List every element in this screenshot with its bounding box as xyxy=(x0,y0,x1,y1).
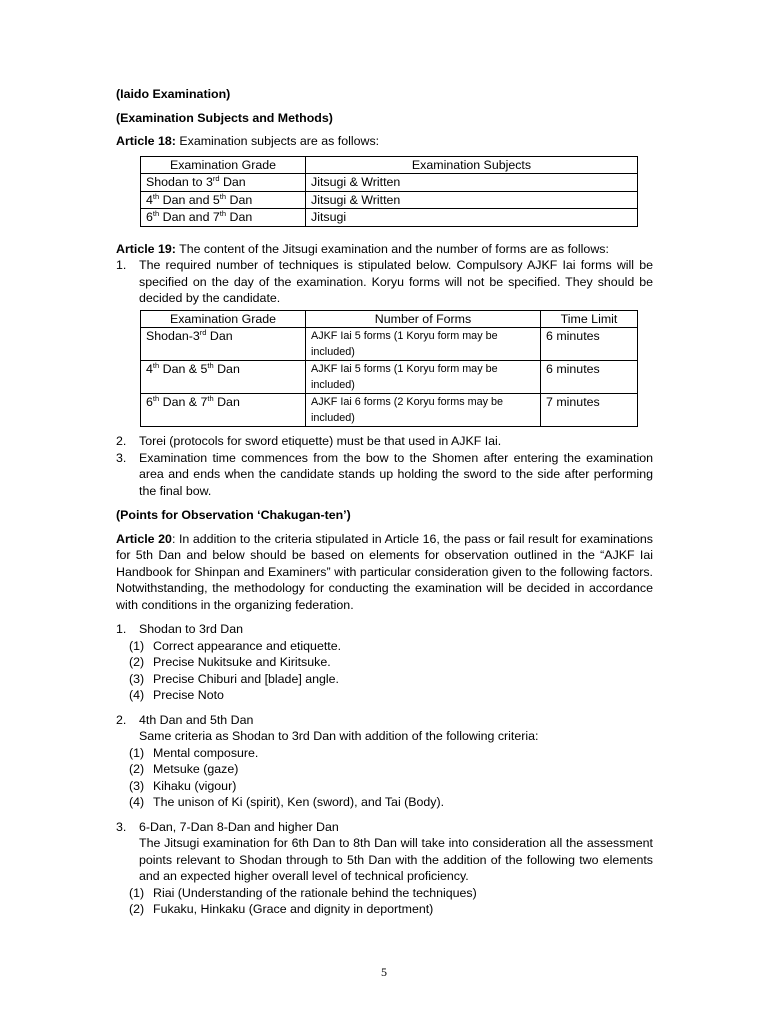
table-cell-time: 6 minutes xyxy=(541,361,638,394)
section-title xyxy=(116,819,653,836)
table-cell-forms: AJKF Iai 5 forms (1 Koryu form may be included) xyxy=(306,328,541,361)
table-header-row xyxy=(141,310,638,328)
section-2-title: 4th Dan and 5th Dan xyxy=(139,712,254,727)
page-number: 5 xyxy=(381,965,387,979)
table-header: Number of Forms xyxy=(306,310,541,328)
list-number: 1. xyxy=(116,258,127,272)
list-text: Examination time commences from the bow to the Shomen after entering the examination area and ends when the candidate stands up holding the sword to the side after performing the final bow. xyxy=(139,450,653,498)
table-row xyxy=(141,191,638,209)
subjects-table xyxy=(140,156,638,227)
table-row xyxy=(141,174,638,192)
list-item: (2) Precise Nukitsuke and Kiritsuke. xyxy=(129,655,331,669)
heading-iaido-examination: (Iaido Examination) xyxy=(116,87,231,101)
list-item xyxy=(116,257,653,307)
list-item: (2) Metsuke (gaze) xyxy=(129,762,239,776)
article-19 xyxy=(116,241,653,258)
list-number: 1. xyxy=(116,622,127,636)
table-cell-forms: AJKF Iai 5 forms (1 Koryu form may be included) xyxy=(306,361,541,394)
article-20-text: : In addition to the criteria stipulated in Article 16, the pass or fail result for examinations for 5th Dan and below should be based on elements for observation outlined in the “AJKF Iai Handbook for Shinpan and Examiners” with particular consideration given to the following factors. Notwithstanding, the methodology for conducting the examination will be decided in accordance with conditions in the organizing federation. xyxy=(116,531,653,612)
table-header: Examination Grade xyxy=(141,310,306,328)
table-row xyxy=(141,394,638,427)
table-cell-grade: 4th Dan and 5th Dan xyxy=(141,191,306,209)
list-item xyxy=(116,450,653,500)
list-item: (2) Fukaku, Hinkaku (Grace and dignity in deportment) xyxy=(129,902,434,916)
article-18-label: Article 18: xyxy=(116,134,176,148)
table-cell-time: 7 minutes xyxy=(541,394,638,427)
list-item: (1) Correct appearance and etiquette. xyxy=(129,638,342,653)
article-18 xyxy=(116,133,653,150)
table-cell-subject: Jitsugi & Written xyxy=(306,174,638,192)
forms-table xyxy=(140,310,638,428)
table-cell-grade: 6th Dan and 7th Dan xyxy=(141,209,306,227)
table-cell-grade: Shodan-3rd Dan xyxy=(141,328,306,361)
article-18-text: Examination subjects are as follows: xyxy=(175,134,380,148)
table-cell-grade: 6th Dan & 7th Dan xyxy=(141,394,306,427)
table-header-row xyxy=(141,156,638,174)
heading-points-observation: (Points for Observation ‘Chakugan-ten’) xyxy=(116,508,351,522)
table-header: Examination Grade xyxy=(141,156,306,174)
table-row xyxy=(141,209,638,227)
article-19-text: The content of the Jitsugi examination and the number of forms are as follows: xyxy=(175,241,609,256)
list-item: (1) Mental composure. xyxy=(129,745,259,760)
table-cell-grade: 4th Dan & 5th Dan xyxy=(141,361,306,394)
heading-subjects-methods: (Examination Subjects and Methods) xyxy=(116,110,333,125)
section-2-intro: Same criteria as Shodan to 3rd Dan with addition of the following criteria: xyxy=(139,729,539,743)
article-20 xyxy=(116,531,653,614)
article-20-label: Article 20 xyxy=(116,531,172,546)
table-cell-forms: AJKF Iai 6 forms (2 Koryu forms may be included) xyxy=(306,394,541,427)
table-cell-subject: Jitsugi xyxy=(306,209,638,227)
section-1-title: Shodan to 3rd Dan xyxy=(139,622,244,636)
list-number: 3. xyxy=(116,450,127,465)
list-text: Torei (protocols for sword etiquette) must be that used in AJKF Iai. xyxy=(139,434,502,448)
table-cell-grade: Shodan to 3rd Dan xyxy=(141,174,306,192)
section-3-title: 6-Dan, 7-Dan 8-Dan and higher Dan xyxy=(139,819,339,834)
list-item: (3) Kihaku (vigour) xyxy=(129,778,237,793)
table-row xyxy=(141,361,638,394)
table-row xyxy=(141,328,638,361)
list-item: (1) Riai (Understanding of the rationale behind the techniques) xyxy=(129,885,477,900)
section-title xyxy=(116,621,653,638)
list-number: 2. xyxy=(116,434,127,448)
list-item: (4) Precise Noto xyxy=(129,688,224,702)
list-number: 3. xyxy=(116,819,127,834)
list-text: The required number of techniques is stipulated below. Compulsory AJKF Iai forms will be specified on the day of the examination. Koryu forms will not be specified. They should be decided by the candidate. xyxy=(139,258,653,305)
table-cell-subject: Jitsugi & Written xyxy=(306,191,638,209)
article-19-label: Article 19: xyxy=(116,241,176,256)
document-page xyxy=(116,86,653,918)
table-header: Time Limit xyxy=(541,310,638,328)
table-cell-time: 6 minutes xyxy=(541,328,638,361)
list-item: (3) Precise Chiburi and [blade] angle. xyxy=(129,671,339,686)
list-item xyxy=(116,433,653,450)
table-header: Examination Subjects xyxy=(306,156,638,174)
list-item: (4) The unison of Ki (spirit), Ken (sword), and Tai (Body). xyxy=(129,795,445,809)
section-title xyxy=(116,712,653,729)
list-number: 2. xyxy=(116,712,127,727)
section-3-intro: The Jitsugi examination for 6th Dan to 8th Dan will take into consideration all the assessment points relevant to Shodan through to 5th Dan with the addition of the following two elements and an expected higher overall level of technical proficiency. xyxy=(139,836,653,883)
